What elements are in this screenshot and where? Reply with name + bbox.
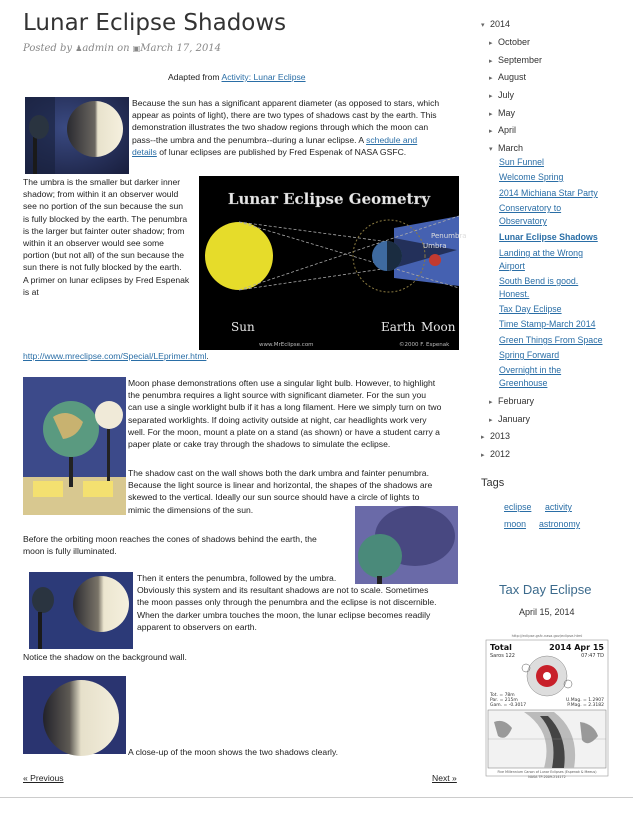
- p2-line: is fully blocked by the earth. The penumbra: [23, 213, 188, 224]
- primer-link[interactable]: http://www.mreclipse.com/Special/LEprimer.html: [23, 351, 207, 361]
- archive-post-link[interactable]: Tax Day Eclipse: [499, 304, 562, 314]
- penumbra-label: Penumbra: [431, 232, 467, 240]
- p4-line: Because the light source is linear and horizontal, the shapes of the shadows are: [128, 480, 433, 491]
- chevron-right-icon: ▸: [489, 111, 493, 118]
- archive-post-link[interactable]: 2014 Michiana Star Party: [499, 188, 598, 198]
- archive-year-2013[interactable]: [481, 431, 510, 441]
- year-label: 2012: [490, 449, 511, 459]
- archive-post-link[interactable]: Sun Funnel: [499, 157, 544, 167]
- eclipse-tot: Tot. = 78m: [490, 693, 515, 698]
- sun-label: Sun: [231, 320, 255, 334]
- p6-line: apparent to observers on earth.: [137, 621, 257, 632]
- next-link[interactable]: Next »: [432, 773, 457, 783]
- p6-line: the moon passes only through the penumbra and the eclipse is not discernible.: [137, 597, 437, 608]
- paragraph-1: [132, 97, 439, 158]
- chevron-right-icon: ▸: [489, 93, 493, 100]
- chevron-right-icon: ▸: [481, 452, 485, 459]
- chevron-right-icon: ▸: [489, 58, 493, 65]
- eclipse-saros: Saros 122: [490, 653, 515, 659]
- month-label: October: [498, 37, 531, 47]
- eclipse-par: Par. = 215m: [490, 698, 518, 703]
- worklights-photo: [23, 377, 126, 515]
- chevron-down-icon: ▾: [489, 146, 493, 153]
- chevron-right-icon: ▸: [481, 434, 485, 441]
- archive-month[interactable]: [489, 72, 526, 82]
- paragraph-3: [128, 377, 441, 450]
- author-link[interactable]: admin: [82, 43, 114, 54]
- paragraph-8: A close-up of the moon shows the two shadows clearly.: [128, 747, 339, 757]
- schedule-link-a[interactable]: schedule and: [366, 134, 418, 145]
- eclipse-map-url: http://eclipse.gsfc.nasa.gov/eclipse.html: [511, 634, 583, 638]
- archive-month[interactable]: [489, 396, 534, 406]
- paragraph-7: Notice the shadow on the background wall.: [23, 652, 187, 662]
- eclipse-date-label: 2014 Apr 15: [549, 643, 604, 652]
- adapted-from: [168, 71, 306, 83]
- eclipse-geometry-diagram: [199, 176, 467, 350]
- p6-line: Obviously this system and its resultant shadows are not to scale. Sometimes: [137, 585, 429, 596]
- eclipse-map-footer-1: Five Millennium Canon of Lunar Eclipses (Espenak & Meeus): [497, 770, 597, 774]
- moon-model-photo-1: [25, 97, 129, 174]
- tag-link[interactable]: eclipse: [504, 502, 532, 512]
- archive-post-link[interactable]: South Bend is good.: [499, 276, 579, 286]
- p2-line: is at: [23, 286, 39, 297]
- moon-closeup-photo: [23, 676, 126, 754]
- p6-line: Then it enters the penumbra, followed by the umbra.: [137, 573, 337, 583]
- tags-heading: Tags: [481, 477, 505, 489]
- p3-line: can use a single worklight bulb if it has a long filament. Here we simply turn on two: [128, 402, 442, 413]
- eclipse-time: 07:47 TD: [581, 653, 604, 659]
- p3-line: well. For the moon, mount a plate on a stand (as shown) or have a student carry a: [128, 426, 440, 437]
- user-icon: ♟: [75, 44, 83, 53]
- diagram-site: www.MrEclipse.com: [259, 342, 314, 348]
- eclipse-umag: U.Mag. = 1.2907: [565, 698, 604, 703]
- archive-post-link[interactable]: Greenhouse: [499, 378, 548, 388]
- p2-line: sun there is not fully blocked by the earth.: [23, 262, 182, 273]
- p5-line: Before the orbiting moon reaches the cones of shadows behind the earth, the: [23, 534, 317, 544]
- archive-month[interactable]: [489, 55, 542, 65]
- on-label: on: [117, 43, 130, 54]
- archive-post-link-current[interactable]: Lunar Eclipse Shadows: [499, 232, 598, 242]
- diagram-copyright: ©2000 F. Espenak: [399, 342, 450, 348]
- p2-line: portion (but not all) of the sun because the: [23, 250, 184, 261]
- p3-line: paper plate or cake tray through the shadows to simulate the eclipse.: [128, 439, 391, 450]
- diagram-title: Lunar Eclipse Geometry: [227, 190, 431, 208]
- month-label: March: [498, 143, 524, 153]
- earth-label: Earth: [381, 320, 416, 334]
- schedule-link-b[interactable]: details: [132, 146, 157, 157]
- p3-line: Moon phase demonstrations often use a singular light bulb. However, to highlight: [128, 378, 436, 388]
- month-label: February: [498, 396, 535, 406]
- chevron-right-icon: ▸: [489, 40, 493, 47]
- post-title: Lunar Eclipse Shadows: [23, 10, 287, 36]
- p1-tail: of lunar eclipses are published by Fred Espenak of NASA GSFC.: [156, 146, 407, 157]
- archive-post-link[interactable]: Airport: [499, 261, 525, 271]
- p3-line: the penumbra requires a light source with significant diameter. For the sun you: [128, 390, 427, 401]
- footer-divider: [0, 797, 633, 798]
- p4-line: skewed to the vertical. Ideally our sun source should have a circle of lights to: [128, 492, 420, 503]
- archive-post-link[interactable]: Honest.: [499, 289, 530, 299]
- activity-link[interactable]: Activity: Lunar Eclipse: [221, 72, 306, 82]
- tag-link[interactable]: activity: [545, 502, 572, 512]
- p2-line: is the larger but fainter outer shadow; from: [23, 225, 185, 236]
- p1-line: Because the sun has a significant apparent diameter (as opposed to stars, which: [132, 98, 440, 108]
- tag-link[interactable]: astronomy: [539, 519, 581, 529]
- month-label: August: [498, 72, 527, 82]
- p6-line: When the darker umbra touches the moon, the lunar eclipse becomes readily: [137, 609, 431, 620]
- p1-line: pass--the umbra and the penumbra--during a lunar eclipse. A: [132, 134, 367, 145]
- archive-month-march[interactable]: [489, 143, 523, 153]
- adapted-prefix: Adapted from: [168, 72, 222, 82]
- post-date: March 17, 2014: [140, 43, 222, 54]
- year-label: 2014: [490, 19, 511, 29]
- eclipse-map-image: [484, 632, 610, 780]
- p2-line: see no portion of the sun because the sun: [23, 201, 184, 212]
- archive-post-link[interactable]: Overnight in the: [499, 365, 562, 375]
- primer-line: [23, 350, 209, 362]
- p2-line: shadow; from within it an observer would: [23, 189, 179, 200]
- posted-by-label: Posted by: [23, 43, 73, 54]
- month-label: September: [498, 55, 543, 65]
- p4-line: mimic the dimensions of the sun.: [128, 504, 254, 515]
- p2-line: The umbra is the smaller but darker inner: [23, 177, 181, 187]
- archive-post-link[interactable]: Conservatory to: [499, 203, 562, 213]
- archive-year-2012[interactable]: [481, 449, 510, 459]
- moon-model-photo-2: [29, 572, 133, 649]
- umbra-label: Umbra: [423, 242, 447, 250]
- archive-month[interactable]: [489, 125, 516, 135]
- p5-line: moon is fully illuminated.: [23, 546, 117, 557]
- widget-date: April 15, 2014: [519, 607, 575, 617]
- archive-month[interactable]: [489, 108, 515, 118]
- widget-title: Tax Day Eclipse: [499, 582, 592, 597]
- p1-line: demonstration illustrates the two shadow regions through which the moon can: [132, 122, 429, 133]
- year-label: 2013: [490, 431, 511, 441]
- p3-line: separated worklights. If doing activity outside at night, car headlights work very: [128, 414, 427, 425]
- month-label: April: [498, 125, 517, 135]
- chevron-right-icon: ▸: [489, 417, 493, 424]
- archive-post-link[interactable]: Landing at the Wrong: [499, 248, 583, 258]
- paragraph-2: [23, 176, 189, 298]
- archive-month[interactable]: [489, 414, 530, 424]
- eclipse-type-label: Total: [490, 643, 512, 652]
- eclipse-pmag: P.Mag. = 2.3182: [567, 703, 604, 708]
- month-label: July: [498, 90, 515, 100]
- archive-post-link[interactable]: Time Stamp-March 2014: [499, 319, 596, 329]
- p1-line: appear as points of light), there are two types of shadows cast by the earth. This: [132, 110, 437, 121]
- archive-post-link[interactable]: Green Things From Space: [499, 335, 603, 345]
- paragraph-5: [23, 533, 317, 557]
- archive-year-2014[interactable]: [481, 19, 510, 29]
- primer-dot: .: [206, 351, 209, 361]
- archive-post-link[interactable]: Observatory: [499, 216, 547, 226]
- chevron-right-icon: ▸: [489, 399, 493, 406]
- moon-label: Moon: [421, 320, 456, 334]
- eclipse-map-footer-2: NASA TP-2009-214172: [528, 775, 566, 779]
- archive-post-link[interactable]: Spring Forward: [499, 350, 560, 360]
- chevron-right-icon: ▸: [489, 128, 493, 135]
- archive-month[interactable]: [489, 37, 530, 47]
- month-label: May: [498, 108, 516, 118]
- previous-link[interactable]: « Previous: [23, 773, 64, 783]
- p4-line: The shadow cast on the wall shows both the dark umbra and fainter penumbra.: [128, 468, 429, 478]
- archive-month[interactable]: [489, 90, 514, 100]
- p2-line: within it an observer would see some: [23, 238, 164, 249]
- archive-post-link[interactable]: Welcome Spring: [499, 172, 564, 182]
- chevron-down-icon: ▾: [481, 22, 485, 29]
- paragraph-6: [137, 572, 437, 633]
- chevron-right-icon: ▸: [489, 75, 493, 82]
- eclipse-gam: Gam. = -0.3017: [490, 703, 527, 708]
- tag-link[interactable]: moon: [504, 519, 527, 529]
- p2-line: A primer on lunar eclipses by Fred Espenak: [23, 274, 190, 285]
- post-meta: [23, 43, 221, 54]
- calendar-icon: ▣: [132, 44, 141, 53]
- month-label: January: [498, 414, 531, 424]
